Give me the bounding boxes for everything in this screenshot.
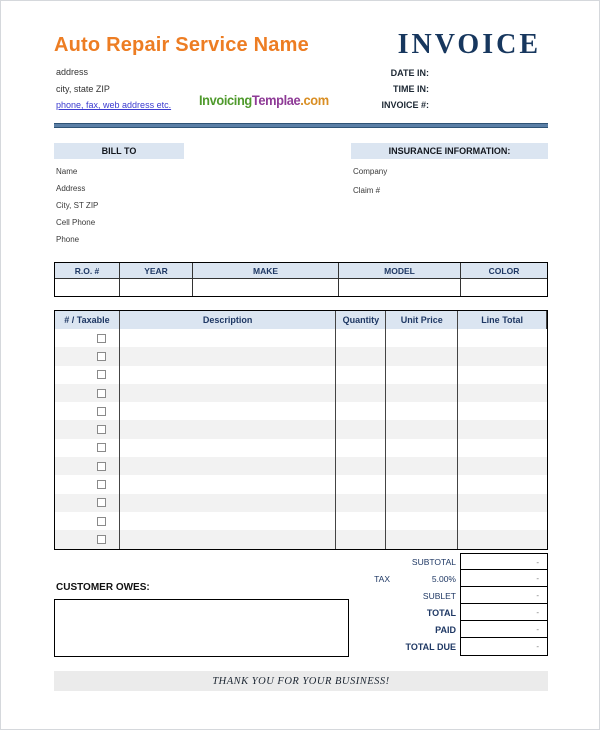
total-label: TOTAL (426, 608, 456, 618)
item-cell[interactable] (120, 530, 337, 548)
taxable-checkbox[interactable] (97, 352, 106, 361)
item-cell[interactable] (336, 366, 386, 384)
insurance-header: INSURANCE INFORMATION: (351, 143, 548, 159)
items-header-taxable: # / Taxable (55, 311, 120, 329)
taxable-checkbox[interactable] (97, 334, 106, 343)
subtotal-value-field[interactable]: - (460, 553, 548, 571)
item-row (55, 494, 547, 512)
vehicle-color-field[interactable] (461, 279, 547, 296)
address-line1: address (56, 67, 89, 77)
vehicle-table-data-row (55, 279, 547, 296)
item-row (55, 329, 547, 347)
item-cell[interactable] (458, 366, 547, 384)
bill-to-city-label: City, ST ZIP (56, 201, 99, 210)
item-cell[interactable] (120, 439, 337, 457)
customer-owes-label: CUSTOMER OWES: (56, 582, 150, 593)
item-cell[interactable] (120, 475, 337, 493)
item-cell[interactable] (336, 347, 386, 365)
item-cell[interactable] (386, 420, 458, 438)
date-in-label: DATE IN: (390, 68, 429, 78)
vehicle-table (54, 262, 548, 297)
item-cell[interactable] (120, 384, 337, 402)
item-cell[interactable] (458, 439, 547, 457)
item-cell[interactable] (386, 530, 458, 548)
taxable-checkbox[interactable] (97, 425, 106, 434)
thank-you-message: THANK YOU FOR YOUR BUSINESS! (212, 675, 390, 687)
taxable-checkbox[interactable] (97, 462, 106, 471)
taxable-checkbox[interactable] (97, 498, 106, 507)
subtotal-label: SUBTOTAL (411, 557, 456, 567)
item-row (55, 384, 547, 402)
tax-rate-label: 5.00% (431, 574, 456, 584)
item-cell[interactable] (386, 494, 458, 512)
vehicle-header-color: COLOR (461, 263, 547, 279)
date-in-field[interactable] (429, 67, 539, 80)
item-cell[interactable] (336, 439, 386, 457)
item-cell[interactable] (336, 512, 386, 530)
item-cell[interactable] (336, 384, 386, 402)
taxable-cell (55, 329, 120, 347)
invoice-number-row (381, 98, 429, 112)
item-cell[interactable] (336, 457, 386, 475)
sublet-label: SUBLET (422, 591, 456, 601)
paid-value-field[interactable]: - (460, 620, 548, 639)
logo-part-invoicing: Invoicing (199, 93, 252, 108)
items-header-row (55, 311, 547, 329)
item-cell[interactable] (386, 347, 458, 365)
company-name: Auto Repair Service Name (54, 34, 309, 56)
tax-value-field[interactable]: - (460, 569, 548, 588)
item-row (55, 366, 547, 384)
item-cell[interactable] (458, 512, 547, 530)
item-cell[interactable] (336, 402, 386, 420)
tax-label: TAX (374, 574, 390, 584)
item-cell[interactable] (336, 475, 386, 493)
taxable-checkbox[interactable] (97, 443, 106, 452)
item-cell[interactable] (386, 512, 458, 530)
item-cell[interactable] (458, 420, 547, 438)
item-cell[interactable] (458, 494, 547, 512)
taxable-cell (55, 366, 120, 384)
taxable-cell (55, 475, 120, 493)
logo-part-com: .com (300, 93, 329, 108)
taxable-cell (55, 347, 120, 365)
items-header-description: Description (120, 311, 337, 329)
taxable-checkbox[interactable] (97, 517, 106, 526)
item-row (55, 530, 547, 548)
item-cell[interactable] (458, 402, 547, 420)
items-header-line-total: Line Total (458, 311, 547, 329)
line-items-table (54, 310, 548, 550)
item-cell[interactable] (120, 347, 337, 365)
item-cell[interactable] (120, 329, 337, 347)
items-rows-container (55, 329, 547, 549)
vehicle-ro-number-field[interactable] (55, 279, 120, 296)
item-cell[interactable] (458, 347, 547, 365)
vehicle-table-header-row (55, 263, 547, 279)
item-cell[interactable] (458, 457, 547, 475)
item-cell[interactable] (458, 384, 547, 402)
taxable-checkbox[interactable] (97, 480, 106, 489)
taxable-cell (55, 530, 120, 548)
taxable-cell (55, 494, 120, 512)
taxable-checkbox[interactable] (97, 407, 106, 416)
date-in-row (391, 66, 429, 80)
item-row (55, 475, 547, 493)
item-cell[interactable] (120, 494, 337, 512)
invoice-number-label: INVOICE #: (381, 100, 429, 110)
vehicle-header-year: YEAR (120, 263, 193, 279)
item-cell[interactable] (336, 420, 386, 438)
insurance-company-label: Company (353, 167, 388, 176)
taxable-cell (55, 420, 120, 438)
total-due-label: TOTAL DUE (405, 642, 456, 652)
item-cell[interactable] (336, 329, 386, 347)
item-cell[interactable] (386, 384, 458, 402)
item-cell[interactable] (336, 494, 386, 512)
item-cell[interactable] (458, 530, 547, 548)
taxable-cell (55, 439, 120, 457)
item-cell[interactable] (386, 329, 458, 347)
items-header-unit-price: Unit Price (386, 311, 458, 329)
item-row (55, 402, 547, 420)
item-cell[interactable] (458, 475, 547, 493)
invoice-number-field[interactable] (429, 99, 539, 112)
address-line2: city, state ZIP (56, 84, 110, 94)
taxable-checkbox[interactable] (97, 370, 106, 379)
item-row (55, 512, 547, 530)
bill-to-header: BILL TO (54, 143, 184, 159)
item-cell[interactable] (120, 457, 337, 475)
item-row (55, 347, 547, 365)
bill-to-cellphone-label: Cell Phone (56, 218, 96, 227)
item-cell[interactable] (120, 420, 337, 438)
taxable-cell (55, 402, 120, 420)
vehicle-year-field[interactable] (120, 279, 193, 296)
logo-part-templae: Templae (251, 93, 301, 108)
insurance-claim-label: Claim # (353, 186, 381, 195)
vehicle-header-model: MODEL (339, 263, 461, 279)
taxable-checkbox[interactable] (97, 389, 106, 398)
customer-owes-field[interactable] (54, 599, 349, 657)
item-cell[interactable] (458, 329, 547, 347)
taxable-cell (55, 457, 120, 475)
item-cell[interactable] (120, 366, 337, 384)
vehicle-make-field[interactable] (193, 279, 339, 296)
contact-info-link[interactable]: phone, fax, web address etc. (56, 100, 172, 110)
footer-bar (54, 671, 548, 691)
item-cell[interactable] (120, 402, 337, 420)
item-row (55, 439, 547, 457)
item-cell[interactable] (386, 366, 458, 384)
item-cell[interactable] (336, 530, 386, 548)
vehicle-header-make: MAKE (193, 263, 339, 279)
time-in-label: TIME IN: (393, 84, 429, 94)
item-cell[interactable] (386, 402, 458, 420)
bill-to-phone-label: Phone (56, 235, 80, 244)
items-header-quantity: Quantity (336, 311, 386, 329)
vehicle-model-field[interactable] (339, 279, 461, 296)
sublet-value-field[interactable]: - (460, 586, 548, 605)
item-cell[interactable] (386, 457, 458, 475)
time-in-field[interactable] (429, 83, 539, 96)
bill-to-name-label: Name (56, 167, 78, 176)
taxable-cell (55, 384, 120, 402)
item-cell[interactable] (386, 475, 458, 493)
total-value-field[interactable]: - (460, 603, 548, 622)
vehicle-header-ro-number: R.O. # (55, 263, 120, 279)
header-divider (54, 123, 548, 128)
bill-to-address-label: Address (56, 184, 86, 193)
item-cell[interactable] (386, 439, 458, 457)
item-row (55, 457, 547, 475)
paid-label: PAID (435, 625, 456, 635)
time-in-row (393, 82, 429, 96)
invoicingtemplate-logo (199, 93, 329, 108)
item-cell[interactable] (120, 512, 337, 530)
item-row (55, 420, 547, 438)
taxable-checkbox[interactable] (97, 535, 106, 544)
invoice-title: INVOICE (397, 29, 541, 60)
taxable-cell (55, 512, 120, 530)
total-due-value-field[interactable]: - (460, 637, 548, 656)
